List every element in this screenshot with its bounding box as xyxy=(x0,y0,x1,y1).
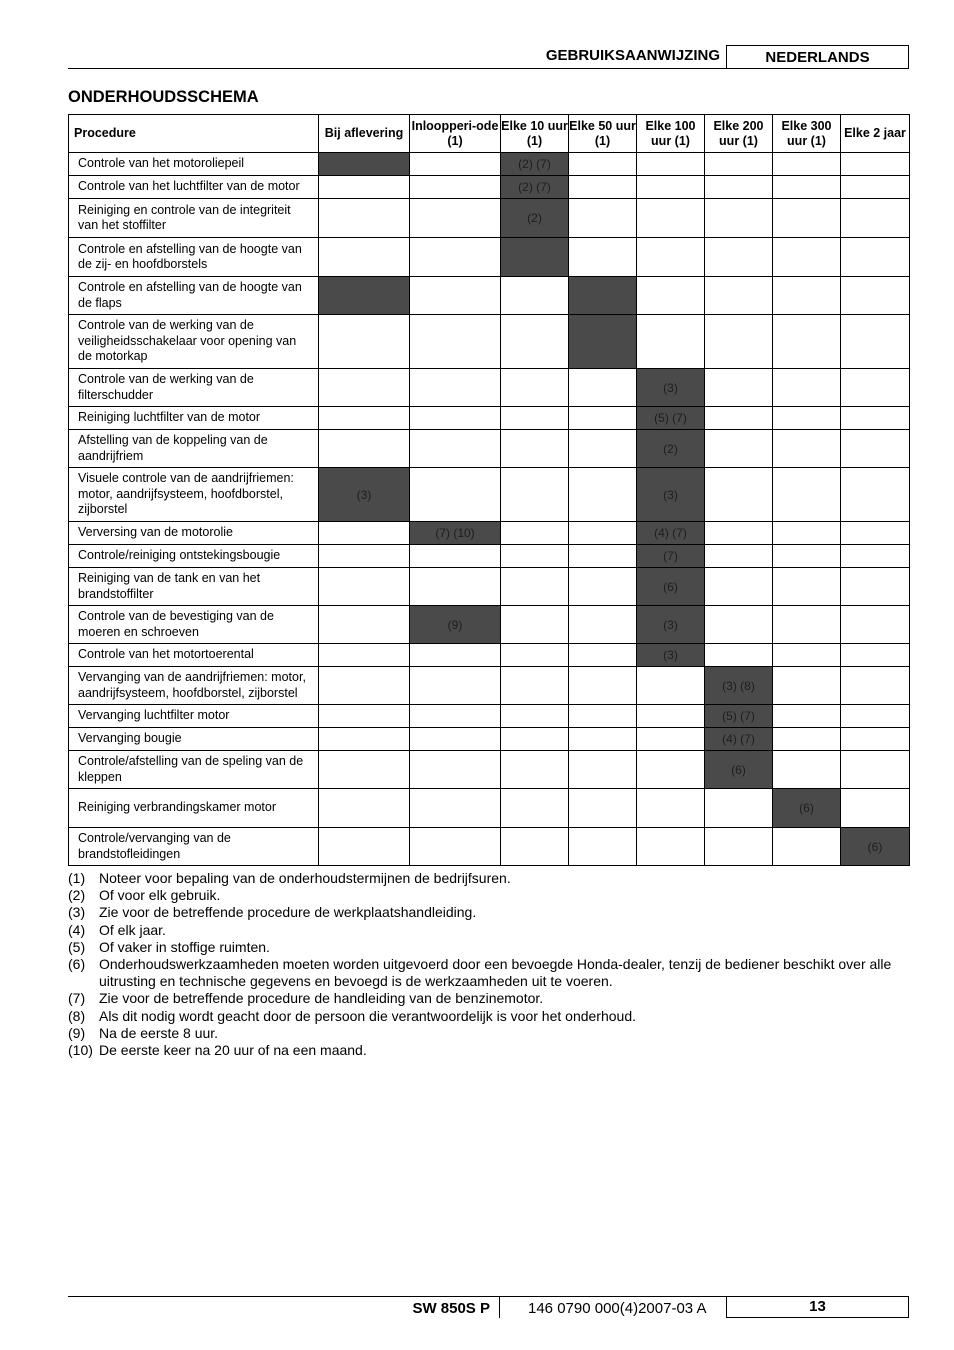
procedure-cell: Controle/afstelling van de speling van de kleppen xyxy=(69,751,319,789)
column-header: Elke 2 jaar xyxy=(841,115,910,153)
table-row xyxy=(69,828,910,866)
empty-cell xyxy=(569,568,637,606)
scheduled-cell: (2) xyxy=(501,199,569,238)
empty-cell xyxy=(501,407,569,430)
empty-cell xyxy=(569,238,637,277)
empty-cell xyxy=(569,644,637,667)
procedure-cell: Reiniging en controle van de integriteit van het stoffilter xyxy=(69,199,319,238)
empty-cell xyxy=(773,430,841,468)
empty-cell xyxy=(637,153,705,176)
footnote-number: (6) xyxy=(68,956,86,973)
footnote-text: Of voor elk gebruik. xyxy=(99,887,221,904)
empty-cell xyxy=(637,238,705,277)
empty-cell xyxy=(773,644,841,667)
table-row xyxy=(69,751,910,789)
empty-cell xyxy=(501,468,569,522)
empty-cell xyxy=(569,667,637,705)
footnote xyxy=(68,904,913,921)
empty-cell xyxy=(705,522,773,545)
table-row xyxy=(69,728,910,751)
empty-cell xyxy=(410,789,501,828)
empty-cell xyxy=(841,238,910,277)
footnotes xyxy=(68,870,913,1059)
empty-cell xyxy=(319,238,410,277)
scheduled-cell xyxy=(569,277,637,315)
empty-cell xyxy=(705,430,773,468)
table-row xyxy=(69,430,910,468)
empty-cell xyxy=(501,705,569,728)
footnote-number: (4) xyxy=(68,921,86,938)
header-rule xyxy=(68,68,909,69)
header-title: GEBRUIKSAANWIJZING xyxy=(545,47,720,64)
empty-cell xyxy=(773,407,841,430)
empty-cell xyxy=(319,828,410,866)
empty-cell xyxy=(841,315,910,369)
empty-cell xyxy=(841,789,910,828)
footnote-text: Of vaker in stoffige ruimten. xyxy=(99,938,270,955)
empty-cell xyxy=(637,705,705,728)
table-row xyxy=(69,238,910,277)
table-row xyxy=(69,705,910,728)
procedure-cell: Controle van het luchtfilter van de motor xyxy=(69,176,319,199)
footnote-number: (7) xyxy=(68,990,86,1007)
empty-cell xyxy=(773,705,841,728)
footer-divider xyxy=(499,1297,500,1318)
footnote-number: (10) xyxy=(68,1042,93,1059)
footnote xyxy=(68,939,913,956)
footnote xyxy=(68,1008,913,1025)
empty-cell xyxy=(501,369,569,407)
procedure-cell: Controle van het motoroliepeil xyxy=(69,153,319,176)
scheduled-cell: (6) xyxy=(773,789,841,828)
footer-page-number: 13 xyxy=(726,1297,909,1318)
footnote-text: Onderhoudswerkzaamheden moeten worden uitgevoerd door een bevoegde Honda-dealer, tenzij de bediener beschikt over alle uitrusting en technische gegevens en bevoegd is de werkzaamheden uit te voeren. xyxy=(99,956,892,990)
empty-cell xyxy=(501,430,569,468)
empty-cell xyxy=(773,728,841,751)
empty-cell xyxy=(841,728,910,751)
empty-cell xyxy=(773,545,841,568)
empty-cell xyxy=(319,568,410,606)
empty-cell xyxy=(319,728,410,751)
empty-cell xyxy=(841,407,910,430)
footnote-text: Noteer voor bepaling van de onderhoudstermijnen de bedrijfsuren. xyxy=(99,870,511,886)
table-row xyxy=(69,789,910,828)
empty-cell xyxy=(569,369,637,407)
footnote-text: Als dit nodig wordt geacht door de persoon die verantwoordelijk is voor het onderhoud. xyxy=(99,1007,636,1024)
table-row xyxy=(69,522,910,545)
empty-cell xyxy=(841,468,910,522)
footnote-number: (8) xyxy=(68,1007,86,1024)
table-row xyxy=(69,315,910,369)
empty-cell xyxy=(841,568,910,606)
scheduled-cell: (4) (7) xyxy=(705,728,773,751)
scheduled-cell: (3) xyxy=(637,369,705,407)
empty-cell xyxy=(773,369,841,407)
empty-cell xyxy=(773,606,841,644)
empty-cell xyxy=(841,522,910,545)
table-header-row xyxy=(69,115,910,153)
empty-cell xyxy=(410,545,501,568)
footnote-text: Zie voor de betreffende procedure de handleiding van de benzinemotor. xyxy=(99,990,544,1007)
empty-cell xyxy=(410,705,501,728)
column-header: Procedure xyxy=(69,115,319,153)
scheduled-cell: (3) xyxy=(637,468,705,522)
empty-cell xyxy=(410,315,501,369)
scheduled-cell: (5) (7) xyxy=(637,407,705,430)
section-title: ONDERHOUDSSCHEMA xyxy=(68,88,259,106)
empty-cell xyxy=(841,644,910,667)
table-row xyxy=(69,199,910,238)
empty-cell xyxy=(501,751,569,789)
empty-cell xyxy=(705,153,773,176)
procedure-cell: Controle/reiniging ontstekingsbougie xyxy=(69,545,319,568)
footnote xyxy=(68,922,913,939)
table-row xyxy=(69,644,910,667)
scheduled-cell: (3) xyxy=(637,644,705,667)
empty-cell xyxy=(705,277,773,315)
empty-cell xyxy=(410,199,501,238)
empty-cell xyxy=(705,238,773,277)
scheduled-cell xyxy=(319,277,410,315)
procedure-cell: Controle van de werking van de filterschudder xyxy=(69,369,319,407)
empty-cell xyxy=(410,644,501,667)
footnote-text: Na de eerste 8 uur. xyxy=(99,1024,219,1041)
empty-cell xyxy=(319,430,410,468)
empty-cell xyxy=(569,728,637,751)
scheduled-cell: (7) xyxy=(637,545,705,568)
footer-model: SW 850S P xyxy=(412,1300,490,1317)
scheduled-cell xyxy=(319,153,410,176)
scheduled-cell: (4) (7) xyxy=(637,522,705,545)
footnote-number: (9) xyxy=(68,1024,86,1041)
empty-cell xyxy=(319,199,410,238)
empty-cell xyxy=(569,407,637,430)
empty-cell xyxy=(410,176,501,199)
empty-cell xyxy=(410,407,501,430)
procedure-cell: Reiniging luchtfilter van de motor xyxy=(69,407,319,430)
empty-cell xyxy=(705,606,773,644)
table-row xyxy=(69,369,910,407)
table-row xyxy=(69,568,910,606)
empty-cell xyxy=(637,199,705,238)
empty-cell xyxy=(410,238,501,277)
empty-cell xyxy=(501,522,569,545)
empty-cell xyxy=(319,705,410,728)
header-language: NEDERLANDS xyxy=(726,45,909,68)
empty-cell xyxy=(773,568,841,606)
empty-cell xyxy=(773,277,841,315)
procedure-cell: Controle van de bevestiging van de moeren en schroeven xyxy=(69,606,319,644)
column-header: Elke 300 uur (1) xyxy=(773,115,841,153)
empty-cell xyxy=(569,153,637,176)
footnote xyxy=(68,1042,913,1059)
empty-cell xyxy=(319,789,410,828)
footnote xyxy=(68,956,913,990)
empty-cell xyxy=(319,176,410,199)
footer-document-code: 146 0790 000(4)2007-03 A xyxy=(528,1300,707,1317)
scheduled-cell: (6) xyxy=(705,751,773,789)
empty-cell xyxy=(773,828,841,866)
procedure-cell: Vervanging bougie xyxy=(69,728,319,751)
scheduled-cell: (9) xyxy=(410,606,501,644)
empty-cell xyxy=(637,789,705,828)
scheduled-cell: (2) (7) xyxy=(501,153,569,176)
empty-cell xyxy=(569,545,637,568)
procedure-cell: Visuele controle van de aandrijfriemen: motor, aandrijfsysteem, hoofdborstel, zijborstel xyxy=(69,468,319,522)
column-header: Inloopperi-ode (1) xyxy=(410,115,501,153)
empty-cell xyxy=(319,545,410,568)
column-header: Bij aflevering xyxy=(319,115,410,153)
empty-cell xyxy=(841,751,910,789)
empty-cell xyxy=(319,522,410,545)
scheduled-cell: (7) (10) xyxy=(410,522,501,545)
empty-cell xyxy=(637,315,705,369)
scheduled-cell: (3) (8) xyxy=(705,667,773,705)
empty-cell xyxy=(569,468,637,522)
empty-cell xyxy=(319,407,410,430)
empty-cell xyxy=(637,751,705,789)
empty-cell xyxy=(501,545,569,568)
footnote xyxy=(68,870,913,887)
empty-cell xyxy=(569,789,637,828)
empty-cell xyxy=(501,644,569,667)
empty-cell xyxy=(410,369,501,407)
empty-cell xyxy=(841,545,910,568)
empty-cell xyxy=(501,315,569,369)
scheduled-cell: (3) xyxy=(319,468,410,522)
empty-cell xyxy=(319,751,410,789)
empty-cell xyxy=(841,277,910,315)
empty-cell xyxy=(319,667,410,705)
maintenance-schedule-table xyxy=(68,114,910,866)
empty-cell xyxy=(410,277,501,315)
empty-cell xyxy=(705,199,773,238)
empty-cell xyxy=(501,828,569,866)
empty-cell xyxy=(705,407,773,430)
empty-cell xyxy=(705,545,773,568)
empty-cell xyxy=(501,789,569,828)
empty-cell xyxy=(705,315,773,369)
empty-cell xyxy=(501,667,569,705)
empty-cell xyxy=(705,828,773,866)
table-row xyxy=(69,176,910,199)
column-header: Elke 10 uur (1) xyxy=(501,115,569,153)
footnote-number: (5) xyxy=(68,938,86,955)
footnote-number: (3) xyxy=(68,904,86,921)
empty-cell xyxy=(841,369,910,407)
empty-cell xyxy=(501,606,569,644)
procedure-cell: Controle en afstelling van de hoogte van de zij- en hoofdborstels xyxy=(69,238,319,277)
empty-cell xyxy=(773,522,841,545)
empty-cell xyxy=(319,369,410,407)
footnote-text: Zie voor de betreffende procedure de werkplaatshandleiding. xyxy=(99,904,477,921)
procedure-cell: Vervanging luchtfilter motor xyxy=(69,705,319,728)
scheduled-cell: (5) (7) xyxy=(705,705,773,728)
empty-cell xyxy=(773,667,841,705)
empty-cell xyxy=(773,199,841,238)
empty-cell xyxy=(637,667,705,705)
empty-cell xyxy=(841,176,910,199)
procedure-cell: Reiniging van de tank en van het brandstoffilter xyxy=(69,568,319,606)
scheduled-cell xyxy=(569,315,637,369)
table-row xyxy=(69,606,910,644)
empty-cell xyxy=(705,176,773,199)
table-row xyxy=(69,545,910,568)
empty-cell xyxy=(569,828,637,866)
footnote-text: De eerste keer na 20 uur of na een maand. xyxy=(99,1042,367,1059)
scheduled-cell: (2) xyxy=(637,430,705,468)
empty-cell xyxy=(410,728,501,751)
empty-cell xyxy=(410,667,501,705)
empty-cell xyxy=(705,369,773,407)
empty-cell xyxy=(569,430,637,468)
scheduled-cell: (2) (7) xyxy=(501,176,569,199)
empty-cell xyxy=(773,238,841,277)
empty-cell xyxy=(841,606,910,644)
empty-cell xyxy=(841,153,910,176)
empty-cell xyxy=(501,277,569,315)
procedure-cell: Controle/vervanging van de brandstofleidingen xyxy=(69,828,319,866)
footnote-number: (2) xyxy=(68,887,86,904)
footnote xyxy=(68,990,913,1007)
empty-cell xyxy=(569,199,637,238)
empty-cell xyxy=(319,606,410,644)
empty-cell xyxy=(501,728,569,751)
empty-cell xyxy=(569,522,637,545)
empty-cell xyxy=(410,828,501,866)
empty-cell xyxy=(569,705,637,728)
empty-cell xyxy=(637,176,705,199)
footnote-text: Of elk jaar. xyxy=(99,921,166,938)
scheduled-cell: (6) xyxy=(841,828,910,866)
empty-cell xyxy=(569,606,637,644)
empty-cell xyxy=(319,644,410,667)
empty-cell xyxy=(773,176,841,199)
empty-cell xyxy=(319,315,410,369)
empty-cell xyxy=(569,176,637,199)
table-row xyxy=(69,468,910,522)
empty-cell xyxy=(410,430,501,468)
column-header: Elke 100 uur (1) xyxy=(637,115,705,153)
empty-cell xyxy=(637,828,705,866)
empty-cell xyxy=(569,751,637,789)
procedure-cell: Afstelling van de koppeling van de aandrijfriem xyxy=(69,430,319,468)
empty-cell xyxy=(841,199,910,238)
empty-cell xyxy=(841,430,910,468)
column-header: Elke 200 uur (1) xyxy=(705,115,773,153)
procedure-cell: Controle en afstelling van de hoogte van de flaps xyxy=(69,277,319,315)
column-header: Elke 50 uur (1) xyxy=(569,115,637,153)
table-row xyxy=(69,667,910,705)
table-row xyxy=(69,407,910,430)
empty-cell xyxy=(637,728,705,751)
empty-cell xyxy=(501,568,569,606)
footnote xyxy=(68,887,913,904)
procedure-cell: Vervanging van de aandrijfriemen: motor, aandrijfsysteem, hoofdborstel, zijborstel xyxy=(69,667,319,705)
scheduled-cell: (6) xyxy=(637,568,705,606)
footnote-number: (1) xyxy=(68,870,86,886)
procedure-cell: Controle van de werking van de veiligheidsschakelaar voor opening van de motorkap xyxy=(69,315,319,369)
table-row xyxy=(69,277,910,315)
scheduled-cell: (3) xyxy=(637,606,705,644)
table-row xyxy=(69,153,910,176)
empty-cell xyxy=(773,751,841,789)
empty-cell xyxy=(637,277,705,315)
procedure-cell: Reiniging verbrandingskamer motor xyxy=(69,789,319,828)
empty-cell xyxy=(705,468,773,522)
empty-cell xyxy=(841,667,910,705)
empty-cell xyxy=(410,568,501,606)
empty-cell xyxy=(410,751,501,789)
empty-cell xyxy=(705,789,773,828)
procedure-cell: Controle van het motortoerental xyxy=(69,644,319,667)
footnote xyxy=(68,1025,913,1042)
empty-cell xyxy=(773,315,841,369)
empty-cell xyxy=(841,705,910,728)
empty-cell xyxy=(410,468,501,522)
empty-cell xyxy=(705,644,773,667)
procedure-cell: Verversing van de motorolie xyxy=(69,522,319,545)
empty-cell xyxy=(773,153,841,176)
scheduled-cell xyxy=(501,238,569,277)
empty-cell xyxy=(705,568,773,606)
empty-cell xyxy=(410,153,501,176)
empty-cell xyxy=(773,468,841,522)
